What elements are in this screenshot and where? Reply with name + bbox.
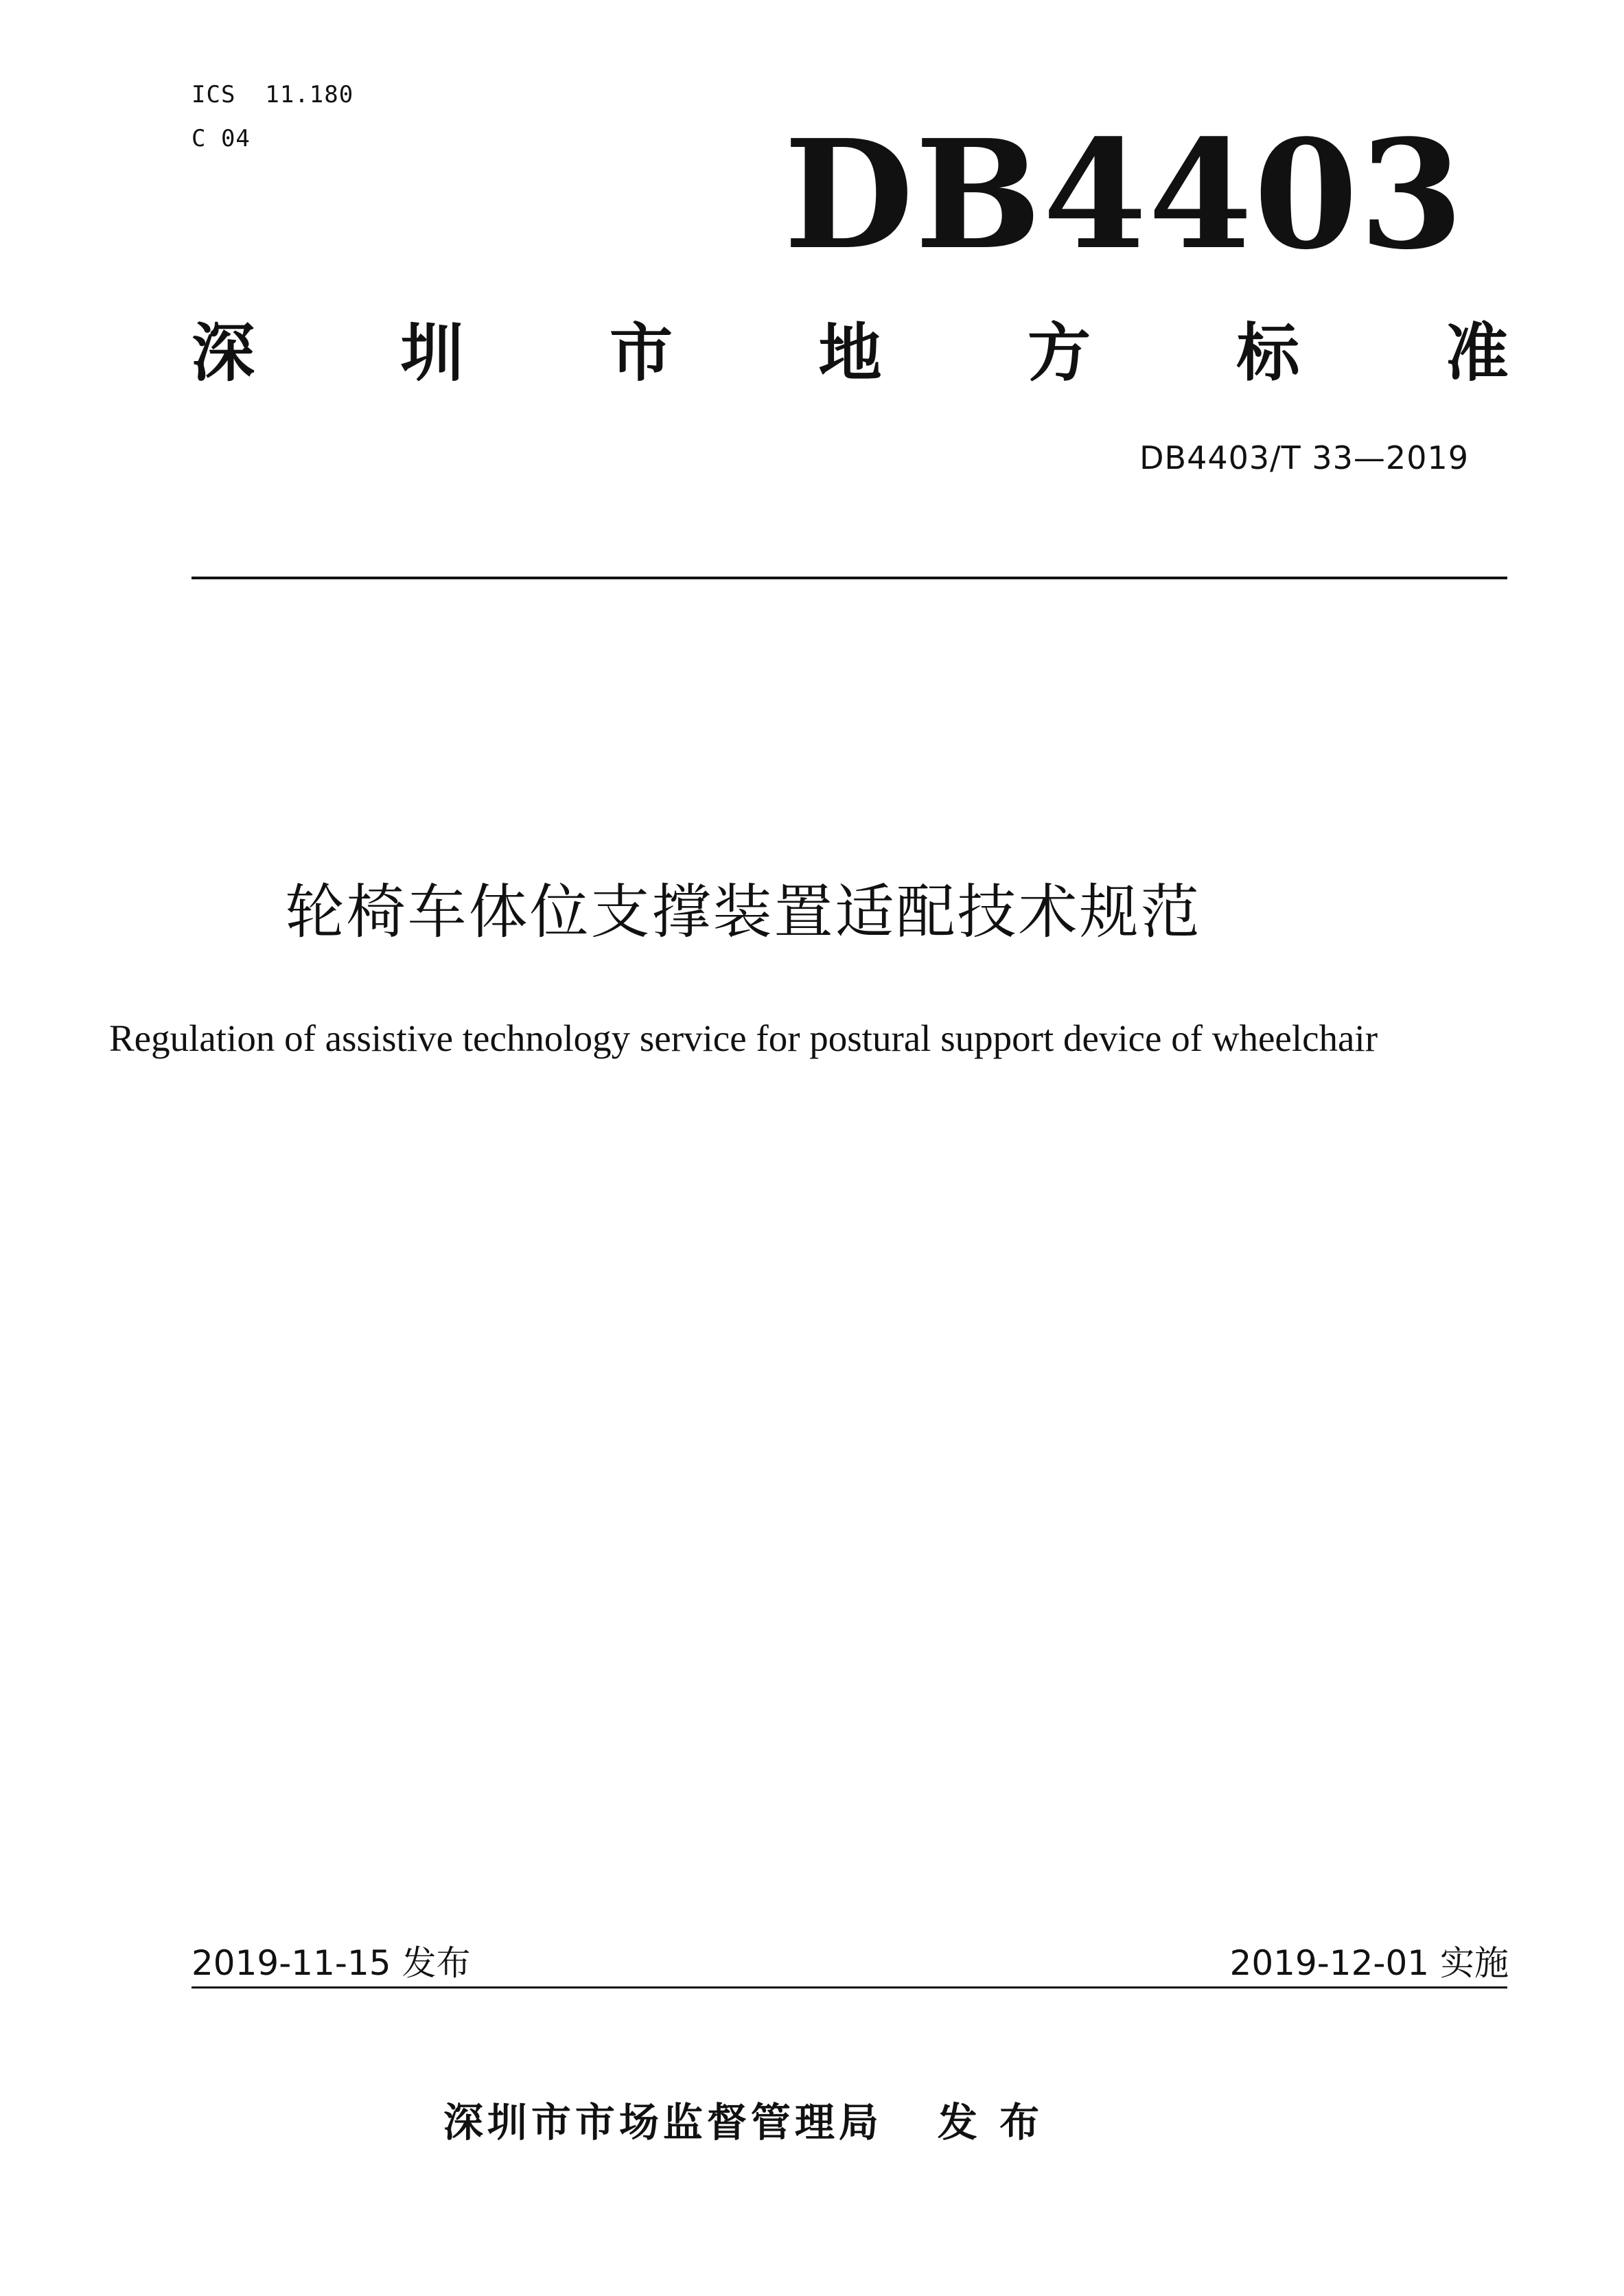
standard-type-char: 标 [1236, 316, 1300, 390]
publisher-action: 发 布 [937, 2099, 1044, 2146]
standard-type-char: 圳 [400, 316, 464, 390]
standard-type-heading [192, 312, 1509, 395]
issue-date: 2019-11-15 发布 [192, 1943, 471, 1983]
standard-type-char: 方 [1027, 316, 1091, 390]
title-english: Regulation of assistive technology service for postural support device of wheelchair [108, 1017, 1378, 1059]
ccs-code: C 04 [192, 125, 251, 152]
standard-type-char: 地 [818, 316, 882, 390]
ics-code: ICS 11.180 [192, 81, 354, 108]
standard-type-char: 深 [192, 316, 255, 390]
publisher-line [0, 2090, 1624, 2148]
publisher-name: 深圳市市场监督管理局 [443, 2099, 883, 2146]
bottom-divider [192, 1986, 1507, 1988]
standard-type-char: 市 [609, 316, 673, 390]
standard-type-char: 准 [1445, 316, 1509, 390]
title-chinese: 轮椅车体位支撑装置适配技术规范 [285, 878, 1202, 947]
standard-number: DB4403/T 33—2019 [1139, 439, 1469, 476]
top-divider [192, 577, 1507, 579]
implementation-date: 2019-12-01 实施 [1229, 1943, 1509, 1983]
standard-code-mark: DB4403 [783, 107, 1465, 283]
